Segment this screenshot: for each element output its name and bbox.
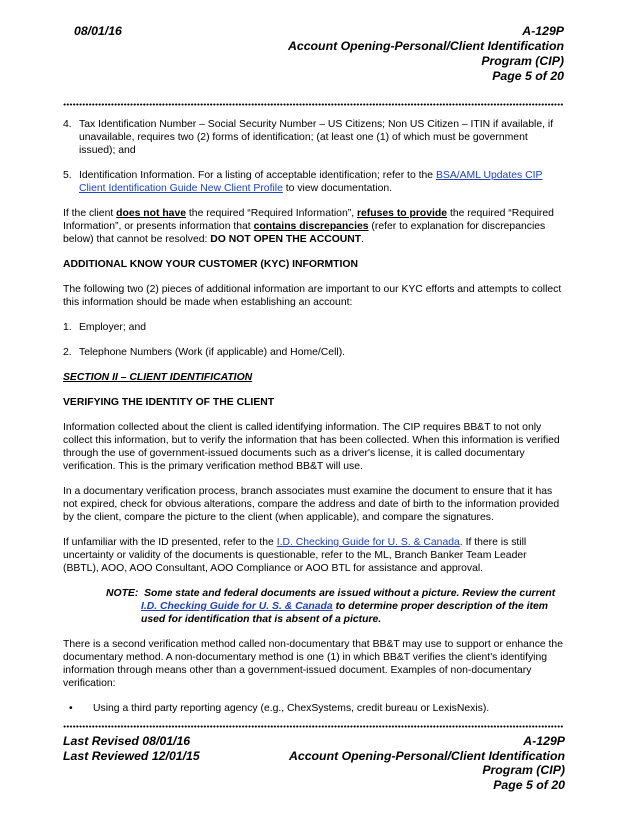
list-text: Identification Information. For a listing of acceptable identification; refer to the — [79, 170, 436, 181]
text: the required “Required Information”, — [186, 208, 357, 219]
non-documentary-paragraph: There is a second verification method called non-documentary that BB&T may use to support or enhance the documentary method. A non-documentary method is one (1) in which BB&T verifies the client's identifying information through means other than a government-issued document. Examples of non-documentary verification: — [63, 639, 563, 689]
list-item-4 — [63, 118, 565, 157]
header-title-line1: Account Opening-Personal/Client Identification — [287, 39, 564, 53]
kyc-paragraph: The following two (2) pieces of additional information are important to our KYC efforts and attempts to collect this information should be made when establishing an account: — [63, 284, 562, 308]
kyc-item-1 — [63, 321, 565, 334]
footer-title-line2: Program (CIP) — [482, 763, 565, 777]
list-number: 5. — [63, 170, 72, 181]
emphasis: refuses to provide — [356, 208, 448, 219]
kyc-heading: ADDITIONAL KNOW YOUR CUSTOMER (KYC) INFORMTION — [63, 259, 358, 270]
emphasis: contains discrepancies — [253, 221, 369, 232]
note-guide-link[interactable]: I.D. Checking Guide for U. S. & Canada — [141, 601, 333, 612]
verify-paragraph-2: In a documentary verification process, branch associates must examine the document to ensure that it has not expired, check for obvious alterations, compare the address and date of birth to the information provided by the client, compare the picture to the client (when applicable), and compare the signatures. — [63, 486, 560, 523]
list-text: Telephone Numbers (Work (if applicable) and Home/Cell). — [79, 347, 346, 358]
footer-doc-id: A-129P — [523, 734, 565, 748]
cip-guide-link[interactable]: BSA/AML Updates CIP Client Identification Guide New Client Profile — [79, 170, 543, 194]
note-label: NOTE: — [106, 588, 139, 599]
header-divider — [63, 103, 563, 106]
note-text: to determine proper description of the item — [332, 601, 549, 612]
footer-last-revised: Last Revised 08/01/16 — [63, 734, 191, 748]
emphasis: does not have — [116, 208, 187, 219]
list-number: 4. — [63, 119, 72, 130]
bullet-item — [63, 702, 565, 715]
verify-heading: VERIFYING THE IDENTITY OF THE CLIENT — [63, 397, 275, 408]
header-title-block — [288, 24, 564, 84]
list-number: 2. — [63, 347, 72, 358]
text: . If there is still uncertainty or validity of the documents is questionable, refer to the ML, Branch Banker Team Leader (BBTL), AOO, AOO Consultant, AOO Compliance or AOO BTL for assistance and approval. — [63, 537, 527, 574]
page-footer — [63, 734, 565, 792]
header-title-line2: Program (CIP) — [481, 54, 564, 68]
list-item-5 — [63, 169, 565, 195]
note-text: Some state and federal documents are issued without a picture. Review the current — [144, 588, 556, 599]
text: If unfamiliar with the ID presented, refer to the — [63, 537, 277, 548]
id-checking-guide-link[interactable]: I.D. Checking Guide for U. S. & Canada — [276, 537, 460, 548]
bullet-text: Using a third party reporting agency (e.g., ChexSystems, credit bureau or LexisNexis). — [93, 703, 490, 714]
list-text: Employer; and — [79, 322, 146, 333]
header-doc-id: A-129P — [522, 24, 564, 38]
footer-title-line1: Account Opening-Personal/Client Identification — [288, 748, 565, 763]
footer-page: Page 5 of 20 — [493, 777, 565, 792]
text: the required “Required Information”, or presents information that — [63, 208, 554, 232]
note-line-3: used for identification that is absent of a picture. — [141, 614, 382, 625]
verify-paragraph-3 — [63, 536, 565, 575]
text: . — [361, 234, 365, 245]
list-text-end: to view documentation. — [282, 183, 393, 194]
list-number: 1. — [63, 322, 72, 333]
note-line-2 — [106, 600, 565, 613]
note-block — [63, 587, 565, 626]
list-text: Tax Identification Number – Social Security Number – US Citizens; Non US Citizen – ITIN if available, if unavailable, requires two (2) forms of identification; (at least one (1) of which must be government issued); and — [79, 119, 554, 156]
required-info-paragraph — [63, 207, 565, 246]
verify-paragraph-1: Information collected about the client is called identifying information. The CIP requires BB&T to not only collect this information, but to verify the information that has been collected. When this information is verified through the use of government-issued documents such as a driver's license, it is called documentary verification. This is the primary verification method BB&T will use. — [63, 422, 560, 472]
footer-divider — [63, 725, 563, 728]
document-body — [63, 118, 565, 727]
header-page: Page 5 of 20 — [492, 69, 564, 83]
text: If the client — [63, 208, 117, 219]
kyc-item-2 — [63, 346, 565, 359]
section-heading: SECTION II – CLIENT IDENTIFICATION — [63, 372, 253, 383]
header-date: 08/01/16 — [74, 24, 122, 38]
bullet-icon: • — [69, 703, 73, 714]
footer-last-reviewed: Last Reviewed 12/01/15 — [63, 748, 200, 763]
text: (refer to explanation for discrepancies below) that cannot be resolved: — [63, 221, 546, 245]
do-not-open-warning: DO NOT OPEN THE ACCOUNT — [210, 234, 362, 245]
